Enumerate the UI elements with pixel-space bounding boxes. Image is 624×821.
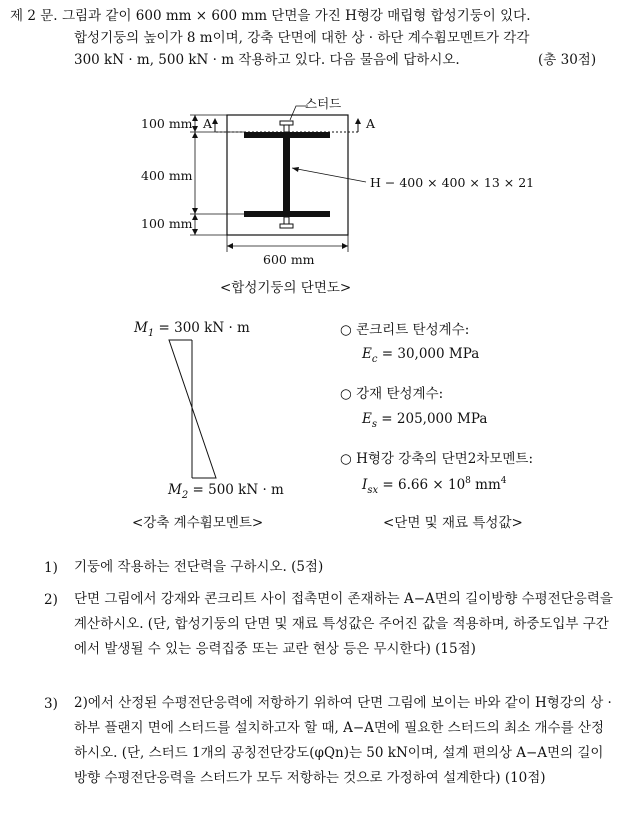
prop-concrete-title: ○ 콘크리트 탄성계수: — [340, 322, 470, 338]
prop-inertia-title: ○ H형강 강축의 단면2차모멘트: — [340, 451, 534, 467]
problem-line-2: 합성기둥의 높이가 8 m이며, 강축 단면에 대한 상 · 하단 계수휨모멘트가 각각 — [74, 30, 530, 46]
prop-steel-value: $E_s = 205,000$ MPa — [362, 411, 488, 430]
prop-concrete-value: $E_c = 30,000$ MPa — [362, 346, 480, 365]
question-2-number: 2) — [44, 592, 58, 608]
dim-mid-label: 400 mm — [141, 168, 193, 183]
question-3-text: 2)에서 산정된 수평전단응력에 저항하기 위하여 단면 그림에 보이는 바와 같이 H형강의 상 · 하부 플랜지 면에 스터드를 설치하고자 할 때, A−A면에 필요한 스터드의 최소 개수를 산정하시오. (단, 스터드 1개의 공칭전단강도(φQn)는 50 kN이며, 설계 편의상 A−A면의 길이방향 수평전단응력을 스터드가 모두 저항하는 것으로 가정하여 설계한다) (10점) — [74, 695, 612, 786]
section-caption: <합성기둥의 단면도> — [220, 280, 352, 296]
section-mark-right: A — [366, 116, 376, 131]
prop-steel-title: ○ 강재 탄성계수: — [340, 386, 444, 402]
m2-label: $M_2 = 500$ kN · m — [168, 482, 284, 501]
stud-label: 스터드 — [305, 96, 342, 111]
dim-width-label: 600 mm — [263, 252, 315, 267]
problem-points: (총 30점) — [538, 52, 597, 68]
moment-caption: <강축 계수휨모멘트> — [132, 515, 264, 531]
prop-inertia-value: $I_{sx} = 6.66 \times 10^8$ $mm^4$ — [362, 476, 507, 496]
dim-bot-label: 100 mm — [141, 216, 193, 231]
section-mark-left: A — [203, 116, 213, 131]
dim-top-label: 100 mm — [141, 116, 193, 131]
m1-label: $M_1 = 300$ kN · m — [134, 320, 250, 339]
properties-caption: <단면 및 재료 특성값> — [383, 515, 523, 531]
question-1-number: 1) — [44, 560, 58, 576]
question-3-number: 3) — [44, 696, 58, 712]
problem-line-1: 그림과 같이 600 mm × 600 mm 단면을 가진 H형강 매립형 합성기둥이 있다. — [62, 8, 531, 24]
problem-label: 제 2 문. — [10, 8, 58, 24]
h-section-label: H − 400 × 400 × 13 × 21 — [370, 175, 535, 190]
question-2-text: 단면 그림에서 강재와 콘크리트 사이 접촉면이 존재하는 A−A면의 길이방향 수평전단응력을 계산하시오. (단, 합성기둥의 단면 및 재료 특성값은 주어진 값을 적용하며, 하중도입부 구간에서 발생될 수 있는 응력집중 또는 교란 현상 등은 무시한다) (15점) — [74, 591, 613, 657]
problem-line-3: 300 kN · m, 500 kN · m 작용하고 있다. 다음 물음에 답하시오. — [74, 52, 460, 68]
question-1-text: 기둥에 작용하는 전단력을 구하시오. (5점) — [74, 559, 324, 575]
